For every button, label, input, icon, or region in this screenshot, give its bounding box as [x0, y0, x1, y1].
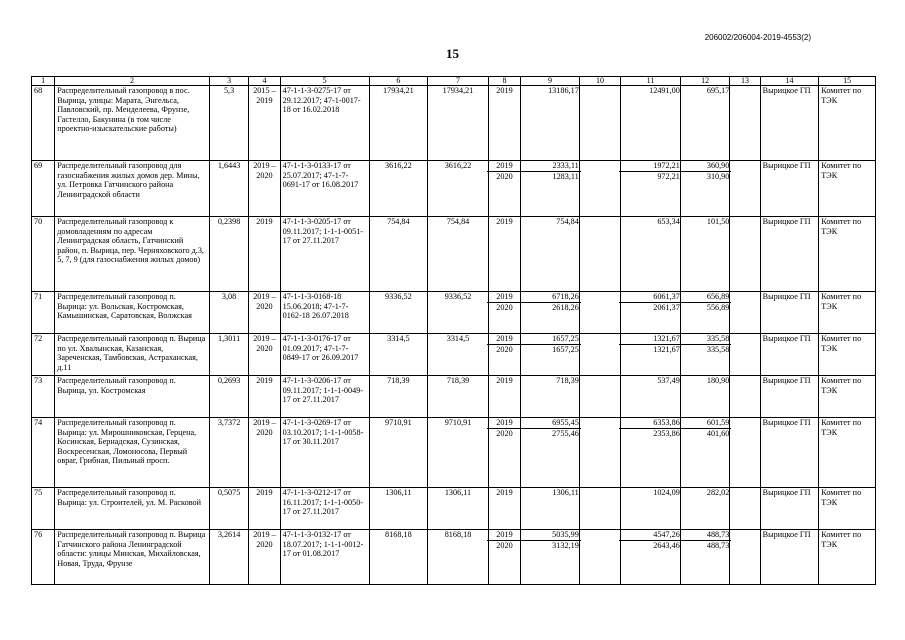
- funding-local-entry: 401,60: [706, 428, 730, 438]
- year-cell-entry: 2020: [496, 428, 513, 438]
- total-cost: 17934,21: [369, 86, 428, 161]
- funding-local-entry: 695,17: [706, 86, 730, 95]
- funding-local-entry: 656,89: [679, 292, 732, 303]
- cost-col7: 17934,21: [428, 86, 489, 161]
- funding-local-entry: 601,59: [679, 418, 732, 429]
- year-cell-entry: 2019: [496, 488, 513, 497]
- responsible-committee: Комитет по ТЭК: [819, 418, 876, 488]
- construction-period: 2019 – 2020: [249, 418, 280, 488]
- funding-regional-entry: 537,49: [657, 376, 680, 385]
- table-row: [32, 292, 876, 334]
- row-number: 74: [32, 418, 55, 488]
- page-number: 15: [446, 46, 459, 61]
- pipeline-length: 3,08: [209, 292, 248, 334]
- col-header-10: 10: [579, 77, 620, 86]
- year-cell: [488, 530, 520, 585]
- funding-total-entry: 718,39: [556, 376, 579, 385]
- row-number: 71: [32, 292, 55, 334]
- col-header-13: 13: [730, 77, 760, 86]
- funding-regional-entry: 1972,21: [619, 161, 682, 172]
- funding-regional-entry: 1024,09: [653, 488, 680, 497]
- responsible-committee: Комитет по ТЭК: [819, 86, 876, 161]
- col-header-3: 3: [209, 77, 248, 86]
- funding-total-entry: 1657,25: [552, 344, 579, 354]
- funding-total-entry: 2755,46: [552, 428, 579, 438]
- empty-col10: [579, 161, 620, 217]
- municipality: Вырицкое ГП: [760, 161, 819, 217]
- funding-total-entry: 1283,11: [552, 171, 579, 181]
- year-cell-entry: 2019: [487, 334, 522, 345]
- empty-col10: [579, 376, 620, 418]
- pipeline-length: 0,5075: [209, 488, 248, 530]
- municipality: Вырицкое ГП: [760, 488, 819, 530]
- year-cell: [488, 86, 520, 161]
- funding-local-entry: 488,73: [679, 530, 732, 541]
- year-cell-entry: 2020: [496, 344, 513, 354]
- col-header-9: 9: [521, 77, 580, 86]
- funding-total: [521, 86, 580, 161]
- contract-numbers: 47-1-1-3-0205-17 от 09.11.2017; 1-1-1-0051-17 от 27.11.2017: [280, 217, 369, 292]
- object-name: Распределительный газопровод к домовладениям по адресам Ленинградская область, Гатчинский район, п. Вырица, пер. Черняховского д.3, 5, 7, 9 (для газоснабжения жилых домов): [55, 217, 210, 292]
- total-cost: 3314,5: [369, 334, 428, 376]
- pipeline-length: 3,2614: [209, 530, 248, 585]
- empty-col10: [579, 217, 620, 292]
- row-number: 75: [32, 488, 55, 530]
- cost-col7: 3616,22: [428, 161, 489, 217]
- col-header-8: 8: [488, 77, 520, 86]
- pipeline-length: 1,3011: [209, 334, 248, 376]
- municipality: Вырицкое ГП: [760, 376, 819, 418]
- funding-total-entry: 6718,26: [519, 292, 581, 303]
- total-cost: 9336,52: [369, 292, 428, 334]
- responsible-committee: Комитет по ТЭК: [819, 376, 876, 418]
- total-cost: 754,84: [369, 217, 428, 292]
- col-header-6: 6: [369, 77, 428, 86]
- total-cost: 3616,22: [369, 161, 428, 217]
- year-cell-entry: 2019: [487, 161, 522, 172]
- col-header-14: 14: [760, 77, 819, 86]
- pipeline-length: 5,3: [209, 86, 248, 161]
- empty-col13: [730, 217, 760, 292]
- funding-total: [521, 334, 580, 376]
- funding-local: [680, 376, 730, 418]
- funding-total-entry: 1306,11: [552, 488, 579, 497]
- year-cell: [488, 334, 520, 376]
- object-name: Распределительный газопровод п. Вырица: ул. Мирошниковская, Герцена, Косинская, Бернадская, Сузинская, Воскресенская, Ломоносова, Первый овраг, Грибная, Пильный просп.: [55, 418, 210, 488]
- funding-local-entry: 488,73: [706, 540, 730, 550]
- funding-total: [521, 418, 580, 488]
- year-cell: [488, 161, 520, 217]
- year-cell-entry: 2019: [496, 217, 513, 226]
- funding-total: [521, 488, 580, 530]
- gas-pipeline-table: [31, 76, 876, 585]
- empty-col13: [730, 292, 760, 334]
- contract-numbers: 47-1-1-3-0275-17 от 29.12.2017; 47-1-0017-18 от 16.02.2018: [280, 86, 369, 161]
- object-name: Распределительный газопровод в пос. Вырица, улицы: Марата, Энгельса, Павловский, пр. Менделеева, Фрунзе, Гастелло, Бакунина (в том числе проектно-изыскательские работы): [55, 86, 210, 161]
- col-header-1: 1: [32, 77, 55, 86]
- year-cell-entry: 2019: [487, 530, 522, 541]
- row-number: 73: [32, 376, 55, 418]
- empty-col13: [730, 530, 760, 585]
- funding-total: [521, 217, 580, 292]
- municipality: Вырицкое ГП: [760, 217, 819, 292]
- contract-numbers: 47-1-1-3-0206-17 от 09.11.2017; 1-1-1-0049-17 от 27.11.2017: [280, 376, 369, 418]
- construction-period: 2019: [249, 217, 280, 292]
- cost-col7: 9710,91: [428, 418, 489, 488]
- year-cell: [488, 376, 520, 418]
- funding-local: [680, 418, 730, 488]
- cost-col7: 754,84: [428, 217, 489, 292]
- pipeline-length: 0,2693: [209, 376, 248, 418]
- contract-numbers: 47-1-1-3-0176-17 от 01.09.2017; 47-1-7-0849-17 от 26.09.2017: [280, 334, 369, 376]
- column-number-row: [32, 77, 876, 86]
- funding-regional-entry: 2353,86: [653, 428, 680, 438]
- total-cost: 1306,11: [369, 488, 428, 530]
- cost-col7: 9336,52: [428, 292, 489, 334]
- table-row: [32, 376, 876, 418]
- funding-local-entry: 335,58: [679, 334, 732, 345]
- construction-period: 2019 – 2020: [249, 161, 280, 217]
- responsible-committee: Комитет по ТЭК: [819, 217, 876, 292]
- municipality: Вырицкое ГП: [760, 86, 819, 161]
- funding-regional: [621, 292, 681, 334]
- cost-col7: 8168,18: [428, 530, 489, 585]
- col-header-7: 7: [428, 77, 489, 86]
- col-header-4: 4: [249, 77, 280, 86]
- funding-local: [680, 334, 730, 376]
- responsible-committee: Комитет по ТЭК: [819, 530, 876, 585]
- construction-period: 2015 – 2019: [249, 86, 280, 161]
- funding-local-entry: 180,90: [706, 376, 730, 385]
- funding-local-entry: 360,90: [679, 161, 732, 172]
- year-cell: [488, 488, 520, 530]
- funding-local-entry: 101,50: [706, 217, 730, 226]
- row-number: 72: [32, 334, 55, 376]
- table-row: [32, 217, 876, 292]
- funding-regional: [621, 334, 681, 376]
- contract-numbers: 47-1-1-3-0212-17 от 16.11.2017; 1-1-1-0050-17 от 27.11.2017: [280, 488, 369, 530]
- responsible-committee: Комитет по ТЭК: [819, 334, 876, 376]
- empty-col10: [579, 530, 620, 585]
- funding-regional: [621, 86, 681, 161]
- year-cell: [488, 292, 520, 334]
- construction-period: 2019 – 2020: [249, 292, 280, 334]
- funding-regional-entry: 4547,26: [619, 530, 682, 541]
- funding-local-entry: 556,89: [706, 302, 730, 312]
- year-cell-entry: 2019: [496, 376, 513, 385]
- pipeline-length: 3,7372: [209, 418, 248, 488]
- table-body: [32, 86, 876, 585]
- funding-regional: [621, 488, 681, 530]
- empty-col13: [730, 334, 760, 376]
- table-row: [32, 530, 876, 585]
- funding-regional-entry: 12491,00: [649, 86, 680, 95]
- funding-regional: [621, 418, 681, 488]
- object-name: Распределительный газопровод для газоснабжения жилых домов дер. Мины, ул. Петровка Гатчинского района Ленинградской области: [55, 161, 210, 217]
- funding-local: [680, 86, 730, 161]
- municipality: Вырицкое ГП: [760, 292, 819, 334]
- empty-col10: [579, 418, 620, 488]
- row-number: 76: [32, 530, 55, 585]
- funding-total-entry: 1657,25: [519, 334, 581, 345]
- funding-total: [521, 376, 580, 418]
- funding-total-entry: 3132,19: [552, 540, 579, 550]
- row-number: 70: [32, 217, 55, 292]
- municipality: Вырицкое ГП: [760, 418, 819, 488]
- col-header-11: 11: [621, 77, 681, 86]
- funding-total: [521, 530, 580, 585]
- total-cost: 9710,91: [369, 418, 428, 488]
- cost-col7: 3314,5: [428, 334, 489, 376]
- funding-total-entry: 2618,26: [552, 302, 579, 312]
- responsible-committee: Комитет по ТЭК: [819, 161, 876, 217]
- col-header-2: 2: [55, 77, 210, 86]
- funding-regional: [621, 376, 681, 418]
- empty-col13: [730, 376, 760, 418]
- object-name: Распределительный газопровод п. Вырица, ул. Костромская: [55, 376, 210, 418]
- col-header-12: 12: [680, 77, 730, 86]
- funding-regional: [621, 217, 681, 292]
- construction-period: 2019 – 2020: [249, 334, 280, 376]
- empty-col10: [579, 488, 620, 530]
- funding-total-entry: 754,84: [556, 217, 579, 226]
- funding-regional-entry: 1321,67: [653, 344, 680, 354]
- funding-regional-entry: 653,34: [657, 217, 680, 226]
- empty-col10: [579, 86, 620, 161]
- cost-col7: 718,39: [428, 376, 489, 418]
- row-number: 68: [32, 86, 55, 161]
- table-row: [32, 418, 876, 488]
- funding-total-entry: 13186,17: [548, 86, 579, 95]
- funding-local: [680, 292, 730, 334]
- construction-period: 2019: [249, 488, 280, 530]
- empty-col13: [730, 161, 760, 217]
- funding-total: [521, 161, 580, 217]
- responsible-committee: Комитет по ТЭК: [819, 488, 876, 530]
- pipeline-length: 1,6443: [209, 161, 248, 217]
- funding-total-entry: 2333,11: [519, 161, 581, 172]
- empty-col10: [579, 334, 620, 376]
- cost-col7: 1306,11: [428, 488, 489, 530]
- funding-local: [680, 488, 730, 530]
- object-name: Распределительный газопровод п. Вырица Гатчинского района Ленинградской области: улицы Минская, Михайловская, Новая, Труда, Фрунзе: [55, 530, 210, 585]
- funding-regional-entry: 2643,46: [653, 540, 680, 550]
- funding-regional: [621, 161, 681, 217]
- year-cell-entry: 2020: [496, 171, 513, 181]
- object-name: Распределительный газопровод п. Вырица по ул. Хвалынская, Казанская, Зареченская, Тамбовская, Астраханская, д.11: [55, 334, 210, 376]
- municipality: Вырицкое ГП: [760, 530, 819, 585]
- document-id: 206002/206004-2019-4553(2): [704, 33, 811, 42]
- contract-numbers: 47-1-1-3-0132-17 от 18.07.2017; 1-1-1-0012-17 от 01.08.2017: [280, 530, 369, 585]
- funding-local: [680, 217, 730, 292]
- funding-local: [680, 530, 730, 585]
- year-cell-entry: 2019: [487, 292, 522, 303]
- col-header-5: 5: [280, 77, 369, 86]
- year-cell-entry: 2019: [487, 418, 522, 429]
- total-cost: 8168,18: [369, 530, 428, 585]
- contract-numbers: 47-1-1-3-0168-18 15.06.2018; 47-1-7-0162-18 26.07.2018: [280, 292, 369, 334]
- funding-regional-entry: 6061,37: [619, 292, 682, 303]
- funding-local: [680, 161, 730, 217]
- funding-regional-entry: 1321,67: [619, 334, 682, 345]
- empty-col10: [579, 292, 620, 334]
- col-header-15: 15: [819, 77, 876, 86]
- row-number: 69: [32, 161, 55, 217]
- total-cost: 718,39: [369, 376, 428, 418]
- funding-total: [521, 292, 580, 334]
- construction-period: 2019: [249, 376, 280, 418]
- contract-numbers: 47-1-1-3-0269-17 от 03.10.2017; 1-1-1-0058-17 от 30.11.2017: [280, 418, 369, 488]
- year-cell-entry: 2020: [496, 540, 513, 550]
- table-row: [32, 488, 876, 530]
- funding-regional: [621, 530, 681, 585]
- funding-regional-entry: 972,21: [657, 171, 680, 181]
- year-cell-entry: 2020: [496, 302, 513, 312]
- empty-col13: [730, 418, 760, 488]
- funding-local-entry: 335,58: [706, 344, 730, 354]
- year-cell: [488, 217, 520, 292]
- responsible-committee: Комитет по ТЭК: [819, 292, 876, 334]
- table-row: [32, 86, 876, 161]
- object-name: Распределительный газопровод п. Вырица: ул. Вольская, Костромская, Камышинская, Саратовская, Волжская: [55, 292, 210, 334]
- contract-numbers: 47-1-1-3-0133-17 от 25.07.2017; 47-1-7-0691-17 от 16.08.2017: [280, 161, 369, 217]
- funding-regional-entry: 6353,86: [619, 418, 682, 429]
- funding-local-entry: 310,90: [706, 171, 730, 181]
- table-row: [32, 161, 876, 217]
- funding-regional-entry: 2061,37: [653, 302, 680, 312]
- empty-col13: [730, 86, 760, 161]
- funding-total-entry: 5035,99: [519, 530, 581, 541]
- year-cell: [488, 418, 520, 488]
- year-cell-entry: 2019: [496, 86, 513, 95]
- municipality: Вырицкое ГП: [760, 334, 819, 376]
- funding-local-entry: 282,02: [706, 488, 730, 497]
- construction-period: 2019 – 2020: [249, 530, 280, 585]
- pipeline-length: 0,2398: [209, 217, 248, 292]
- empty-col13: [730, 488, 760, 530]
- object-name: Распределительный газопровод п. Вырица: ул. Строителей, ул. М. Расковой: [55, 488, 210, 530]
- funding-total-entry: 6955,45: [519, 418, 581, 429]
- table-row: [32, 334, 876, 376]
